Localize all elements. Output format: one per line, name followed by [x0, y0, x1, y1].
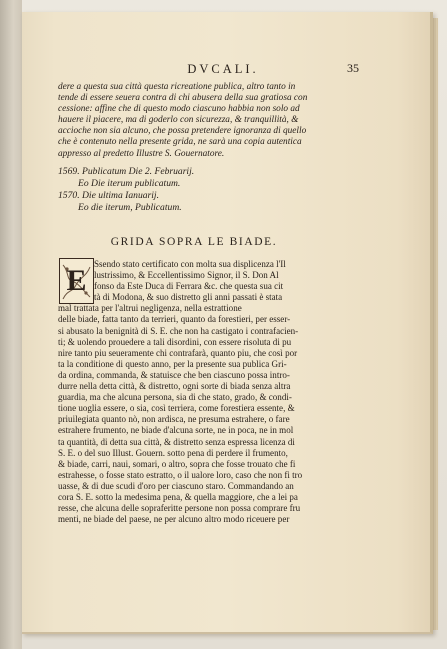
page-number: 35 [347, 61, 359, 75]
text-line: resse, che alcuna delle sopraferitte persone non possa comprare fru [58, 503, 301, 514]
publication-line: 1570. Die ultima Ianuarij. [58, 190, 159, 201]
text-line: ti; & uolendo prouedere a tali disordini, con essere risoluta di pu [58, 336, 292, 347]
publication-line: Eo die iterum, Publicatum. [78, 202, 182, 213]
text-line: cora S. E. sotto la medesima pena, & quella maggiore, che a lei pa [58, 491, 298, 502]
publication-notes [58, 166, 194, 214]
text-line: uasse, & di due scudi d'oro per ciascuno staro. Commandando an [58, 480, 294, 491]
text-line: priuilegiata quanto nò, non ardisca, ne presuma estrahere, o fare [58, 414, 290, 425]
text-line: ta la conditione di questo anno, per la presente sua publica Gri- [58, 358, 287, 369]
text-line: tione uoglia essere, o sia, così terriera, come forestiera essente, & [58, 403, 295, 414]
text-line: tà di Modona, & suo distretto gli anni passati è stata [94, 292, 283, 303]
text-line: accioche non sia alcuno, che possa pretendere ignoranza di quello [58, 126, 307, 137]
text-line: Ssendo stato certificato con molta sua displicenza l'Il [94, 259, 286, 269]
text-line: estrahesse, o fosse stato estratto, o il ualore loro, caso che non fi tro [58, 469, 303, 480]
text-line: fonso da Este Duca di Ferrara &c. che questa sua cit [94, 281, 284, 292]
text-line: mal trattata per l'altrui negligenza, nella estrattione [58, 303, 242, 314]
text-line: delle biade, fatta tanto da terrieri, quanto da forestieri, per esser- [58, 314, 291, 325]
text-line: guardia, ma che alcuna persona, sia di che stato, grado, & condi- [58, 392, 292, 403]
text-line: menti, ne biade del paese, ne per alcuno altro modo riceuere per [58, 514, 290, 525]
text-line: nire tanto piu seueramente chi contrafarà, quanto piu, che così por [58, 347, 298, 358]
text-line: da ordina, commanda, & statuisce che ben ciascuno possa intro- [58, 369, 290, 380]
text-line: appresso al predetto Illustre S. Gouernatore. [58, 148, 225, 159]
text-line: lustrissimo, & Eccellentissimo Signor, il S. Don Al [94, 270, 279, 281]
top-paragraph [58, 82, 330, 160]
running-head: DVCALI. [187, 62, 259, 76]
text-line: estrahere frumento, ne biade d'alcuna sorte, ne in poca, ne in mol [58, 425, 294, 436]
body-paragraph [58, 259, 330, 525]
text-line: che è contenuto nella presente grida, ne sarà una copia autentica [58, 137, 302, 148]
drop-cap-letter: E [66, 264, 87, 297]
text-line: & biade, carri, naui, somari, o altro, sopra che fosse trouato che fi [58, 458, 296, 469]
text-line: dere a questa sua città questa ricreatione publica, altro tanto in [58, 82, 296, 92]
book-spine [0, 0, 22, 649]
text-line: si abusato la benignità di S. E. che non ha castigato i contrafacien- [58, 325, 299, 336]
text-line: cessione: affine che di questo modo ciascuno habbia non solo ad [58, 104, 300, 115]
publication-line: 1569. Publicatum Die 2. Februarij. [58, 166, 195, 177]
text-line: hauere il piacere, ma di goderlo con sicurezza, & tranquillità, & [58, 115, 299, 126]
section-heading: GRIDA SOPRA LE BIADE. [110, 236, 278, 248]
text-line: S. E. o del suo Illust. Gouern. sotto pena di perdere il frumento, [58, 447, 288, 458]
text-line: ta quantità, di detta sua città, & distretto senza espressa licenza di [58, 436, 295, 447]
text-line: tende di essere seuera contra di chi abusera della sua gratiosa con [58, 93, 308, 104]
publication-line: Eo Die iterum publicatum. [78, 178, 181, 189]
text-line: durre nella detta città, & distretto, ogni sorte di biada senza altra [58, 381, 291, 392]
